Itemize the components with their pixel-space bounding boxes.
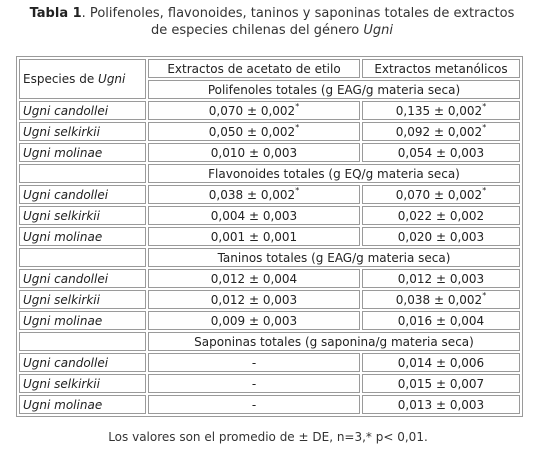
ethyl-acetate-value-cell [148, 395, 360, 414]
table-caption [0, 5, 544, 39]
section-title: Saponinas totales (g saponina/g materia seca) [148, 332, 520, 351]
value-text: 0,050 ± 0,002 [208, 124, 296, 139]
value-text: 0,012 ± 0,003 [210, 292, 298, 307]
ethyl-acetate-value-cell [148, 353, 360, 372]
significance-marker: * [482, 122, 487, 132]
significance-marker: * [295, 185, 300, 195]
species-cell: Ugni molinae [19, 311, 146, 330]
results-table [16, 56, 523, 417]
ethyl-acetate-value-cell [148, 269, 360, 288]
methanolic-value-cell [362, 185, 520, 204]
table-row [19, 311, 520, 330]
value-text: 0,070 ± 0,002 [208, 103, 296, 118]
ethyl-acetate-value-cell [148, 311, 360, 330]
methanolic-value-cell [362, 227, 520, 246]
value-text: 0,014 ± 0,006 [397, 355, 485, 370]
value-text: 0,020 ± 0,003 [397, 229, 485, 244]
table-row [19, 395, 520, 414]
species-cell: Ugni candollei [19, 353, 146, 372]
methanolic-value-cell [362, 206, 520, 225]
table-row [19, 353, 520, 372]
table-row [19, 122, 520, 141]
section-title: Polifenoles totales (g EAG/g materia seca) [148, 80, 520, 99]
value-text: 0,070 ± 0,002 [395, 187, 483, 202]
section-empty-cell [19, 248, 146, 267]
species-cell: Ugni candollei [19, 101, 146, 120]
species-cell: Ugni selkirkii [19, 374, 146, 393]
caption-line2 [0, 22, 544, 39]
caption-text-line2: de especies chilenas del género [150, 23, 364, 38]
caption-genus: Ugni [363, 23, 394, 38]
ethyl-acetate-value-cell [148, 290, 360, 309]
value-text: 0,038 ± 0,002 [208, 187, 296, 202]
value-text: 0,054 ± 0,003 [397, 145, 485, 160]
species-cell: Ugni candollei [19, 185, 146, 204]
methanolic-value-cell [362, 374, 520, 393]
value-text: 0,010 ± 0,003 [210, 145, 298, 160]
section-empty-cell [19, 332, 146, 351]
section-header-row [19, 164, 520, 183]
caption-text-line1: . Polifenoles, flavonoides, taninos y saponinas totales de extractos [81, 6, 515, 21]
methanolic-value-cell [362, 395, 520, 414]
species-cell: Ugni candollei [19, 269, 146, 288]
species-cell: Ugni selkirkii [19, 206, 146, 225]
value-text: 0,135 ± 0,002 [395, 103, 483, 118]
value-text: - [251, 355, 257, 370]
species-header-genus: Ugni [98, 72, 126, 86]
value-text: 0,016 ± 0,004 [397, 313, 485, 328]
table-row [19, 374, 520, 393]
methanolic-value-cell [362, 143, 520, 162]
species-cell: Ugni selkirkii [19, 290, 146, 309]
value-text: 0,001 ± 0,001 [210, 229, 298, 244]
section-title: Flavonoides totales (g EQ/g materia seca) [148, 164, 520, 183]
value-text: 0,022 ± 0,002 [397, 208, 485, 223]
col-header-ethyl-acetate: Extractos de acetato de etilo [148, 59, 360, 78]
col-header-methanolic: Extractos metanólicos [362, 59, 520, 78]
ethyl-acetate-value-cell [148, 374, 360, 393]
significance-marker: * [482, 101, 487, 111]
significance-marker: * [482, 290, 487, 300]
table-row [19, 185, 520, 204]
ethyl-acetate-value-cell [148, 122, 360, 141]
ethyl-acetate-value-cell [148, 206, 360, 225]
value-text: 0,012 ± 0,004 [210, 271, 298, 286]
ethyl-acetate-value-cell [148, 143, 360, 162]
table-row [19, 290, 520, 309]
methanolic-value-cell [362, 353, 520, 372]
section-header-row [19, 248, 520, 267]
section-title: Taninos totales (g EAG/g materia seca) [148, 248, 520, 267]
species-column-header [19, 59, 146, 99]
species-header-label: Especies de [23, 72, 99, 86]
significance-marker: * [295, 101, 300, 111]
ethyl-acetate-value-cell [148, 227, 360, 246]
species-cell: Ugni selkirkii [19, 122, 146, 141]
methanolic-value-cell [362, 269, 520, 288]
section-empty-cell [19, 164, 146, 183]
value-text: 0,015 ± 0,007 [397, 376, 485, 391]
table-row [19, 143, 520, 162]
value-text: 0,013 ± 0,003 [397, 397, 485, 412]
value-text: 0,012 ± 0,003 [397, 271, 485, 286]
significance-marker: * [482, 185, 487, 195]
value-text: 0,004 ± 0,003 [210, 208, 298, 223]
value-text: - [251, 397, 257, 412]
methanolic-value-cell [362, 122, 520, 141]
table-row [19, 227, 520, 246]
methanolic-value-cell [362, 101, 520, 120]
species-cell: Ugni molinae [19, 395, 146, 414]
table-footnote: Los valores son el promedio de ± DE, n=3,* p< 0,01. [108, 430, 428, 444]
methanolic-value-cell [362, 290, 520, 309]
table-row [19, 269, 520, 288]
methanolic-value-cell [362, 311, 520, 330]
species-cell: Ugni molinae [19, 227, 146, 246]
table-row [19, 101, 520, 120]
section-header-row [19, 332, 520, 351]
ethyl-acetate-value-cell [148, 185, 360, 204]
caption-label: Tabla 1 [29, 6, 82, 21]
value-text: 0,038 ± 0,002 [395, 292, 483, 307]
significance-marker: * [295, 122, 300, 132]
table-header-row [19, 59, 520, 78]
value-text: 0,092 ± 0,002 [395, 124, 483, 139]
value-text: - [251, 376, 257, 391]
species-cell: Ugni molinae [19, 143, 146, 162]
table-row [19, 206, 520, 225]
ethyl-acetate-value-cell [148, 101, 360, 120]
value-text: 0,009 ± 0,003 [210, 313, 298, 328]
